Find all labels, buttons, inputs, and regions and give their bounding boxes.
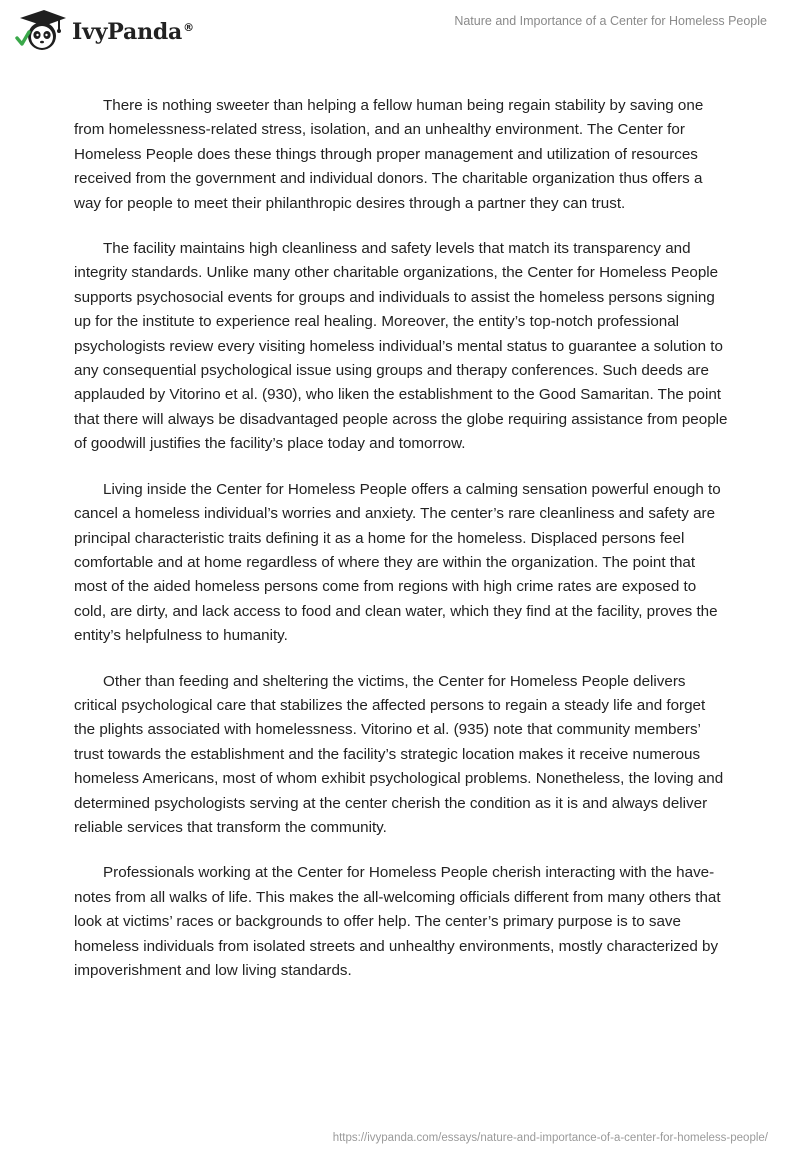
essay-body — [74, 94, 730, 1004]
paragraph-5: Professionals working at the Center for Homeless People cherish interacting with the have-notes from all walks of life. This makes the all-welcoming officials different from many others that look at victims’ races or backgrounds to offer help. The center’s primary purpose is to save homeless individuals from isolated streets and unhealthy environments, mostly characterized by impoverishment and low living standards. — [74, 864, 721, 979]
brand-logo[interactable] — [14, 8, 194, 52]
brand-name: IvyPanda® — [72, 19, 194, 45]
page-header — [0, 0, 800, 60]
source-url[interactable]: https://ivypanda.com/essays/nature-and-importance-of-a-center-for-homeless-people/ — [332, 1132, 768, 1144]
paragraph-2: The facility maintains high cleanliness and safety levels that match its transparency and integrity standards. Unlike many other charitable organizations, the Center for Homeless People supports psychosocial events for groups and individuals to assist the homeless persons signing up for the institute to experience real healing. Moreover, the entity’s top-notch professional psychologists review every visiting homeless individual’s mental status to guarantee a solution to any consequential psychological issue using groups and therapy conferences. Such deeds are applauded by Vitorino et al. (930), who liken the establishment to the Good Samaritan. The point that there will always be disadvantaged people across the globe requiring assistance from people of goodwill justifies the facility’s place today and tomorrow. — [74, 240, 728, 453]
document-title: Nature and Importance of a Center for Homeless People — [454, 14, 767, 28]
paragraph-1: There is nothing sweeter than helping a fellow human being regain stability by saving one from homelessness-related stress, isolation, and an unhealthy environment. The Center for Homeless People does these things through proper management and utilization of resources received from the government and individual donors. The charitable organization thus offers a way for people to meet their philanthropic desires through a partner they can trust. — [74, 97, 704, 212]
paragraph-3: Living inside the Center for Homeless People offers a calming sensation powerful enough to cancel a homeless individual’s worries and anxiety. The center’s rare cleanliness and safety are principal characteristic traits defining it as a home for the homeless. Displaced persons feel comfortable and at home regardless of where they are within the organization. The point that most of the aided homeless persons come from regions with high crime rates are exposed to cold, are dirty, and lack access to food and clean water, which they find at the facility, proves the entity’s helpfulness to humanity. — [74, 480, 721, 645]
paragraph-4: Other than feeding and sheltering the victims, the Center for Homeless People delivers critical psychological care that stabilizes the affected persons to regain a steady life and forget the plights associated with homelessness. Vitorino et al. (935) note that community members’ trust towards the establishment and the facility’s strategic location makes it receive numerous homeless Americans, most of whom exhibit psychological problems. Nonetheless, the loving and determined psychologists serving at the center cherish the condition as it is and always deliver reliable services that transform the community. — [74, 672, 724, 836]
registered-mark: ® — [183, 20, 194, 34]
panda-graduation-cap-icon — [14, 8, 68, 52]
